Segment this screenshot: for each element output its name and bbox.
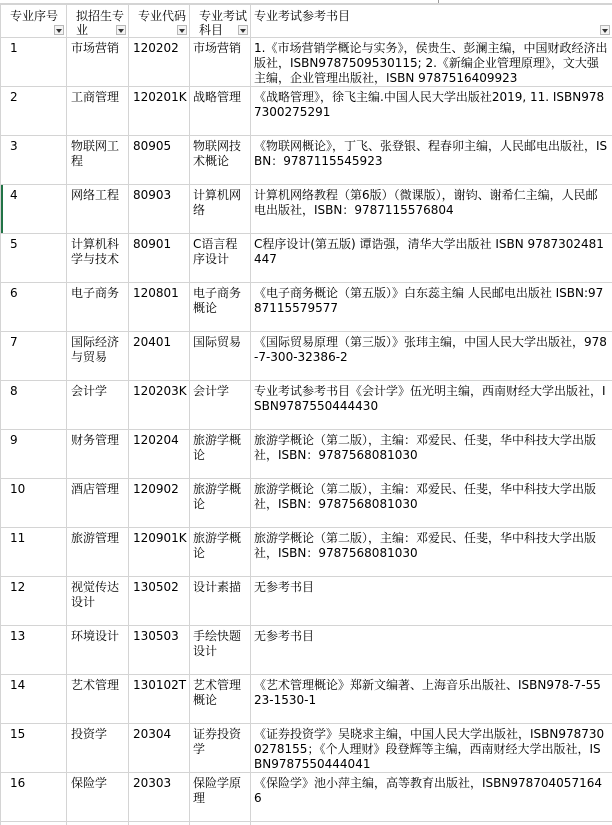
cell-text: 财务管理 <box>71 433 120 447</box>
cell-subject[interactable] <box>190 675 251 724</box>
cell-subject[interactable] <box>190 185 251 234</box>
cell-code[interactable] <box>129 332 190 381</box>
cell-subject[interactable] <box>190 38 251 87</box>
cell-no[interactable] <box>1 626 67 675</box>
empty-cell[interactable] <box>190 822 251 825</box>
cell-no[interactable] <box>1 479 67 528</box>
table-body <box>1 38 612 825</box>
cell-text: 9 <box>10 433 18 447</box>
cell-no[interactable] <box>1 430 67 479</box>
cell-books[interactable] <box>251 626 612 675</box>
cell-text: 视觉传达设计 <box>71 580 120 609</box>
cell-code[interactable] <box>129 577 190 626</box>
cell-no[interactable] <box>1 675 67 724</box>
cell-text: 计算机科学与技术 <box>71 237 120 266</box>
cell-major[interactable] <box>67 675 129 724</box>
cell-text: 3 <box>10 139 18 153</box>
empty-cell[interactable] <box>129 822 190 825</box>
cell-text: 艺术管理概论 <box>193 678 242 707</box>
cell-books[interactable] <box>251 234 612 283</box>
cell-books[interactable] <box>251 38 612 87</box>
cell-text: 10 <box>10 482 26 496</box>
cell-text: 旅游学概论（第二版），主编：邓爱民、任斐，华中科技大学出版社，ISBN：9787568081030 <box>254 531 597 560</box>
cell-text: 20401 <box>133 335 172 349</box>
cell-code[interactable] <box>129 626 190 675</box>
cell-no[interactable] <box>1 577 67 626</box>
header-cell-major[interactable] <box>67 5 129 38</box>
table-row <box>1 724 612 773</box>
table-row <box>1 283 612 332</box>
cell-text: 艺术管理 <box>71 678 120 692</box>
cell-text: 20303 <box>133 776 172 790</box>
cell-text: 120204 <box>133 433 179 447</box>
cell-books[interactable] <box>251 381 612 430</box>
cell-subject[interactable] <box>190 381 251 430</box>
cell-no[interactable] <box>1 283 67 332</box>
filter-dropdown-icon[interactable] <box>238 25 248 35</box>
cell-major[interactable] <box>67 283 129 332</box>
table-row <box>1 577 612 626</box>
table-row <box>1 185 612 234</box>
cell-text: 国际经济与贸易 <box>71 335 120 364</box>
cell-books[interactable] <box>251 136 612 185</box>
cell-major[interactable] <box>67 626 129 675</box>
cell-code[interactable] <box>129 381 190 430</box>
cell-subject[interactable] <box>190 283 251 332</box>
column-marker <box>438 0 439 3</box>
cell-text: 会计学 <box>71 384 108 398</box>
cell-text: 国际贸易 <box>193 335 242 349</box>
cell-text: 15 <box>10 727 26 741</box>
cell-text: 12 <box>10 580 26 594</box>
cell-text: 旅游学概论（第二版），主编：邓爱民、任斐，华中科技大学出版社，ISBN：9787568081030 <box>254 482 597 511</box>
cell-text: 《战略管理》，徐飞主编.中国人民大学出版社2019, 11. ISBN9787300275291 <box>254 90 605 119</box>
cell-code[interactable] <box>129 675 190 724</box>
cell-text: 无参考书目 <box>254 580 315 594</box>
cell-text: 旅游学概论 <box>193 482 242 511</box>
cell-text: 5 <box>10 237 18 251</box>
cell-major[interactable] <box>67 773 129 822</box>
cell-subject[interactable] <box>190 332 251 381</box>
cell-text: C程序设计(第五版) 谭诰强，清华大学出版社 ISBN 9787302481447 <box>254 237 604 266</box>
table-row <box>1 136 612 185</box>
cell-text: 设计素描 <box>193 580 242 594</box>
cell-no[interactable] <box>1 381 67 430</box>
cell-text: 旅游学概论 <box>193 433 242 462</box>
cell-text: 4 <box>10 188 18 202</box>
cell-major[interactable] <box>67 430 129 479</box>
cell-text: 1 <box>10 41 18 55</box>
cell-major[interactable] <box>67 479 129 528</box>
cell-text: 保险学原理 <box>193 776 242 805</box>
cell-major[interactable] <box>67 87 129 136</box>
cell-subject[interactable] <box>190 87 251 136</box>
table-row <box>1 626 612 675</box>
cell-major[interactable] <box>67 234 129 283</box>
cell-text: 无参考书目 <box>254 629 315 643</box>
cell-text: 战略管理 <box>193 90 242 104</box>
cell-text: 物联网工程 <box>71 139 120 168</box>
table-row <box>1 479 612 528</box>
table-row <box>1 332 612 381</box>
cell-no[interactable] <box>1 234 67 283</box>
cell-no[interactable] <box>1 528 67 577</box>
cell-subject[interactable] <box>190 479 251 528</box>
cell-code[interactable] <box>129 724 190 773</box>
cell-text: 130102T <box>133 678 187 692</box>
cell-no[interactable] <box>1 136 67 185</box>
cell-no[interactable] <box>1 38 67 87</box>
cell-text: 旅游学概论 <box>193 531 242 560</box>
cell-text: 14 <box>10 678 26 692</box>
filter-dropdown-icon[interactable] <box>54 25 64 35</box>
cell-books[interactable] <box>251 577 612 626</box>
cell-text: 6 <box>10 286 18 300</box>
empty-cell[interactable] <box>1 822 67 825</box>
cell-code[interactable] <box>129 38 190 87</box>
cell-major[interactable] <box>67 724 129 773</box>
cell-books[interactable] <box>251 283 612 332</box>
filter-dropdown-icon[interactable] <box>177 25 187 35</box>
table-row <box>1 528 612 577</box>
cell-text: 2 <box>10 90 18 104</box>
cell-text: 《物联网概论》，丁飞、张登银、程春卯主编，人民邮电出版社，ISBN：9787115545923 <box>254 139 608 168</box>
filter-dropdown-icon[interactable] <box>116 25 126 35</box>
cell-text: 80901 <box>133 237 172 251</box>
cell-text: 《保险学》池小萍主编，高等教育出版社，ISBN9787040571646 <box>254 776 602 805</box>
cell-text: 120901K <box>133 531 187 545</box>
empty-cell[interactable] <box>67 822 129 825</box>
cell-text: 11 <box>10 531 26 545</box>
cell-books[interactable] <box>251 773 612 822</box>
cell-text: 旅游管理 <box>71 531 120 545</box>
data-table <box>0 4 612 825</box>
cell-major[interactable] <box>67 332 129 381</box>
header-label: 专业考试科目 <box>199 9 248 37</box>
cell-subject[interactable] <box>190 773 251 822</box>
cell-text: 专业考试参考书目《会计学》伍光明主编，西南财经大学出版社，ISBN9787550444430 <box>254 384 606 413</box>
cell-text: 120202 <box>133 41 179 55</box>
header-label: 专业序号 <box>10 9 59 23</box>
cell-text: 16 <box>10 776 26 790</box>
cell-subject[interactable] <box>190 234 251 283</box>
header-cell-no[interactable] <box>1 5 67 38</box>
cell-code[interactable] <box>129 185 190 234</box>
cell-text: 80905 <box>133 139 172 153</box>
cell-text: 投资学 <box>71 727 108 741</box>
cell-text: 市场营销 <box>71 41 120 55</box>
cell-text: 电子商务 <box>71 286 120 300</box>
cell-text: 《电子商务概论（第五版）》白东蕊主编 人民邮电出版社 ISBN:9787115579577 <box>254 286 604 315</box>
cell-text: 120902 <box>133 482 179 496</box>
cell-text: 7 <box>10 335 18 349</box>
cell-text: 酒店管理 <box>71 482 120 496</box>
cell-text: 会计学 <box>193 384 230 398</box>
cell-text: 120203K <box>133 384 187 398</box>
cell-text: 证券投资学 <box>193 727 242 756</box>
table-row <box>1 675 612 724</box>
cell-code[interactable] <box>129 234 190 283</box>
cell-text: 《国际贸易原理（第三版）》张玮主编，中国人民大学出版社，978-7-300-32386-2 <box>254 335 607 364</box>
cell-books[interactable] <box>251 87 612 136</box>
cell-text: 《证券投资学》吴晓求主编，中国人民大学出版社，ISBN9787300278155；《个人理财》段登辉等主编，西南财经大学出版社，ISBN9787550444041 <box>254 727 605 771</box>
cell-text: 20304 <box>133 727 172 741</box>
cell-code[interactable] <box>129 528 190 577</box>
cell-subject[interactable] <box>190 430 251 479</box>
cell-text: 工商管理 <box>71 90 120 104</box>
table-row <box>1 87 612 136</box>
cell-text: 电子商务概论 <box>193 286 242 315</box>
cell-subject[interactable] <box>190 577 251 626</box>
cell-subject[interactable] <box>190 724 251 773</box>
cell-text: 网络工程 <box>71 188 120 202</box>
cell-subject[interactable] <box>190 626 251 675</box>
cell-text: 计算机网络 <box>193 188 242 217</box>
cell-code[interactable] <box>129 87 190 136</box>
cell-books[interactable] <box>251 724 612 773</box>
cell-text: 13 <box>10 629 26 643</box>
filter-dropdown-icon[interactable] <box>600 25 610 35</box>
cell-text: C语言程序设计 <box>193 237 238 266</box>
cell-subject[interactable] <box>190 136 251 185</box>
cell-no[interactable] <box>1 773 67 822</box>
cell-code[interactable] <box>129 136 190 185</box>
cell-subject[interactable] <box>190 528 251 577</box>
cell-major[interactable] <box>67 381 129 430</box>
cell-text: 《艺术管理概论》郑新文编著、上海音乐出版社、ISBN978-7-5523-1530-1 <box>254 678 601 707</box>
cell-text: 计算机网络教程（第6版）（微课版），谢钧、谢希仁主编，人民邮电出版社，ISBN：9787115576804 <box>254 188 598 217</box>
header-label: 专业考试参考书目 <box>254 9 351 23</box>
table-row <box>1 773 612 822</box>
cell-books[interactable] <box>251 332 612 381</box>
cell-text: 130503 <box>133 629 179 643</box>
table-row <box>1 38 612 87</box>
cell-books[interactable] <box>251 185 612 234</box>
table-row-partial <box>1 822 612 825</box>
cell-books[interactable] <box>251 675 612 724</box>
cell-text: 市场营销 <box>193 41 242 55</box>
cell-text: 手绘快题设计 <box>193 629 242 658</box>
cell-no[interactable] <box>1 87 67 136</box>
header-cell-subject[interactable] <box>190 5 251 38</box>
cell-major[interactable] <box>67 136 129 185</box>
cell-major[interactable] <box>67 528 129 577</box>
cell-books[interactable] <box>251 430 612 479</box>
cell-major[interactable] <box>67 185 129 234</box>
cell-code[interactable] <box>129 430 190 479</box>
header-label: 专业代码 <box>138 9 187 23</box>
cell-text: 130502 <box>133 580 179 594</box>
header-label: 拟招生专业 <box>76 9 125 37</box>
header-cell-code[interactable] <box>129 5 190 38</box>
header-cell-books[interactable] <box>251 5 612 38</box>
cell-text: 120801 <box>133 286 179 300</box>
cell-no[interactable] <box>1 724 67 773</box>
cell-no[interactable] <box>1 332 67 381</box>
cell-text: 物联网技术概论 <box>193 139 242 168</box>
header-row <box>1 5 612 38</box>
table-row <box>1 234 612 283</box>
cell-text: 1.《市场营销学概论与实务》，侯贵生、彭澜主编，中国财政经济出版社，ISBN9787509530115; 2.《新编企业管理原理》，文大强主编，企业管理出版社，ISBN 9787516409923 <box>254 41 608 85</box>
cell-text: 8 <box>10 384 18 398</box>
cell-code[interactable] <box>129 283 190 332</box>
cell-no[interactable] <box>1 185 67 234</box>
cell-major[interactable] <box>67 577 129 626</box>
table-row <box>1 430 612 479</box>
cell-text: 120201K <box>133 90 187 104</box>
cell-code[interactable] <box>129 479 190 528</box>
table-row <box>1 381 612 430</box>
cell-text: 80903 <box>133 188 172 202</box>
cell-text: 保险学 <box>71 776 108 790</box>
cell-text: 环境设计 <box>71 629 120 643</box>
cell-text: 旅游学概论（第二版），主编：邓爱民、任斐，华中科技大学出版社，ISBN：9787568081030 <box>254 433 597 462</box>
cell-books[interactable] <box>251 479 612 528</box>
cell-code[interactable] <box>129 773 190 822</box>
cell-major[interactable] <box>67 38 129 87</box>
empty-cell[interactable] <box>251 822 612 825</box>
cell-books[interactable] <box>251 528 612 577</box>
